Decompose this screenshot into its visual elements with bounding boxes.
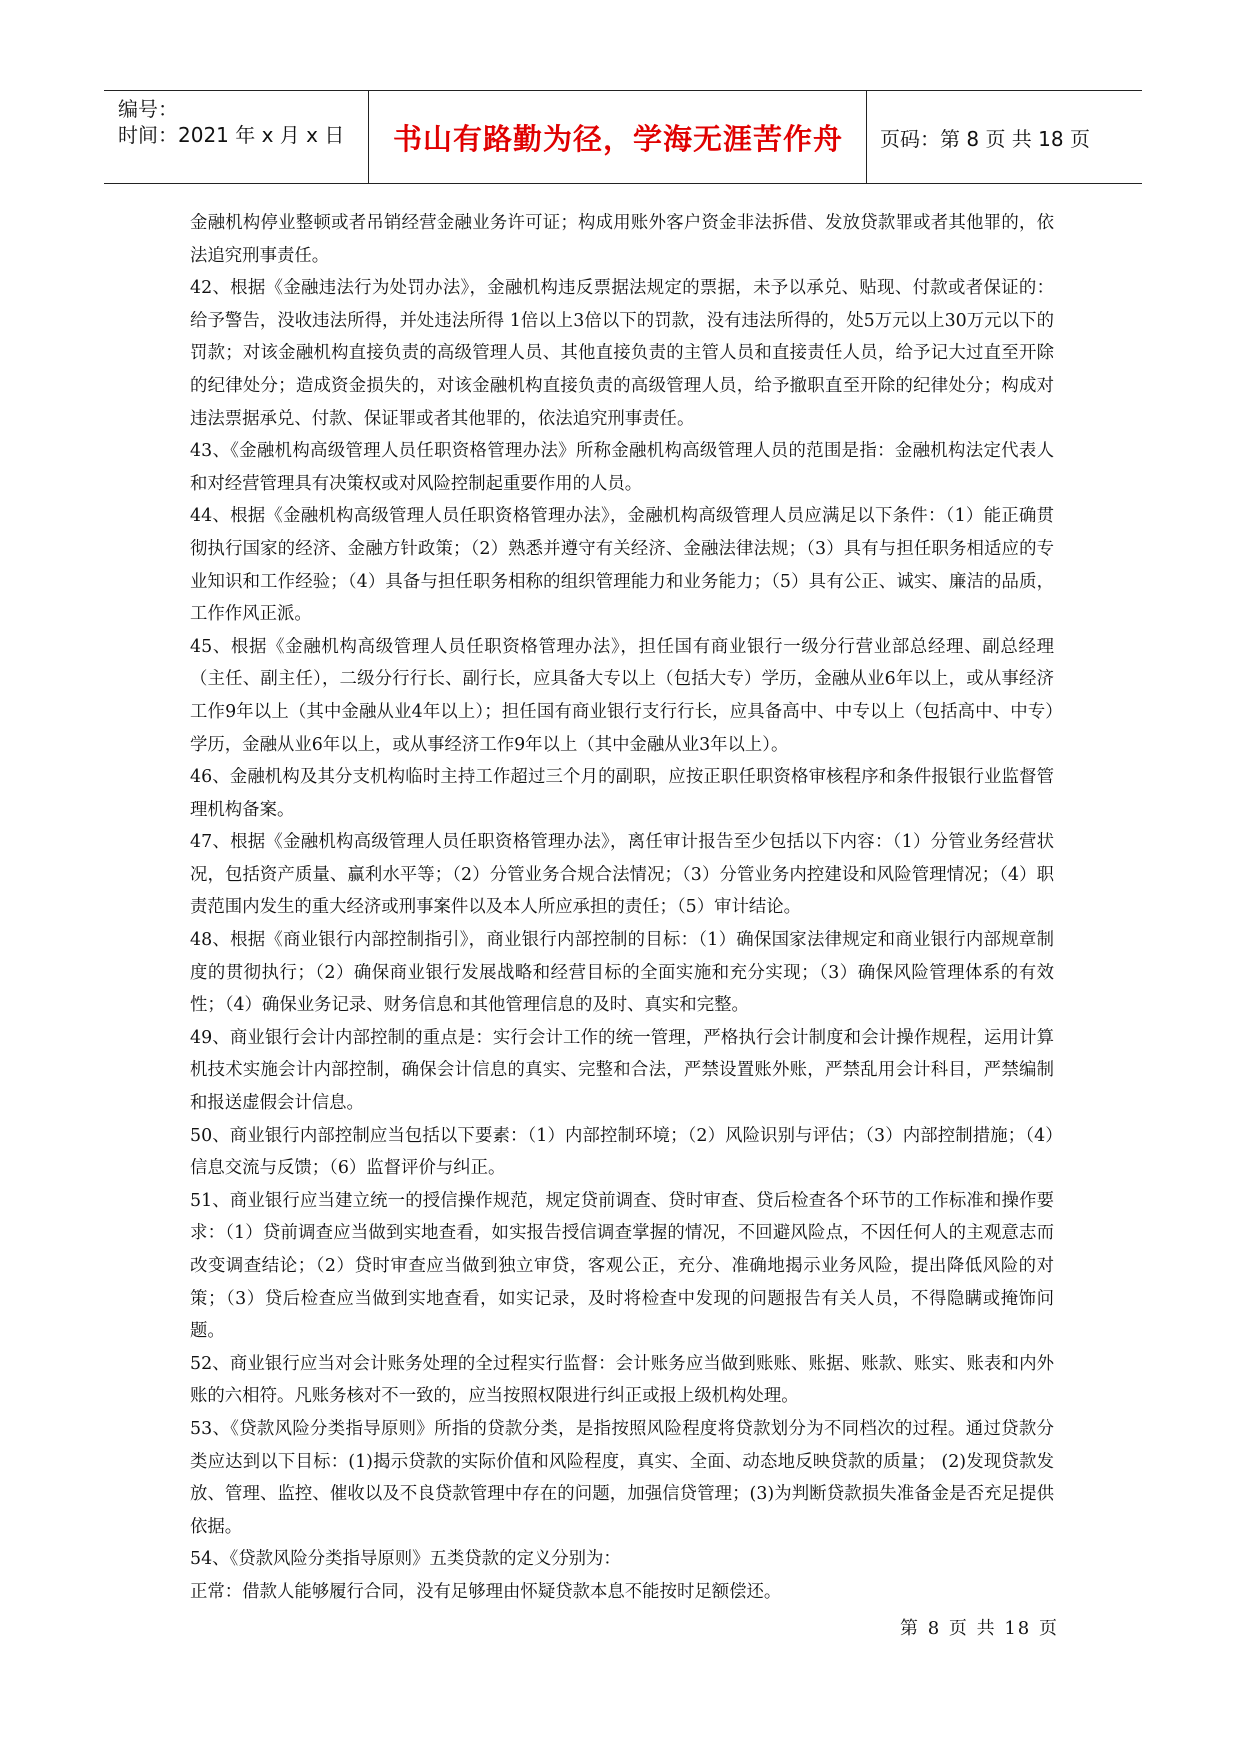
paragraph: 45、根据《金融机构高级管理人员任职资格管理办法》，担任国有商业银行一级分行营业部总经理、副总经理（主任、副主任），二级分行行长、副行长，应具备大专以上（包括大专）学历，金融从业6年以上，或从事经济工作9年以上（其中金融从业4年以上）；担任国有商业银行支行行长，应具备高中、中专以上（包括高中、中专）学历，金融从业6年以上，或从事经济工作9年以上（其中金融从业3年以上）。 xyxy=(190,636,1054,755)
paragraph: 正常：借款人能够履行合同，没有足够理由怀疑贷款本息不能按时足额偿还。 xyxy=(190,1581,782,1602)
paragraph: 54、《贷款风险分类指导原则》五类贷款的定义分别为： xyxy=(190,1549,621,1570)
paragraph: 48、根据《商业银行内部控制指引》，商业银行内部控制的目标：（1）确保国家法律规定和商业银行内部规章制度的贯彻执行；（2）确保商业银行发展战略和经营目标的全面实施和充分实现；（3）确保风险管理体系的有效性；（4）确保业务记录、财务信息和其他管理信息的及时、真实和完整。 xyxy=(190,930,1054,1016)
page-footer: 第 8 页 共 18 页 xyxy=(900,1618,1059,1639)
document-number-label: 编号： xyxy=(118,97,178,121)
paragraph: 44、根据《金融机构高级管理人员任职资格管理办法》，金融机构高级管理人员应满足以下条件：（1）能正确贯彻执行国家的经济、金融方针政策；（2）熟悉并遵守有关经济、金融法律法规；（3）具有与担任职务相适应的专业知识和工作经验；（4）具备与担任职务相称的组织管理能力和业务能力；（5）具有公正、诚实、廉洁的品质，工作作风正派。 xyxy=(190,506,1054,625)
paragraph: 49、商业银行会计内部控制的重点是：实行会计工作的统一管理，严格执行会计制度和会计操作规程，运用计算机技术实施会计内部控制，确保会计信息的真实、完整和合法，严禁设置账外账，严禁乱用会计科目，严禁编制和报送虚假会计信息。 xyxy=(190,1027,1054,1114)
paragraph: 51、商业银行应当建立统一的授信操作规范，规定贷前调查、贷时审查、贷后检查各个环节的工作标准和操作要求：（1）贷前调查应当做到实地查看，如实报告授信调查掌握的情况，不回避风险点，不因任何人的主观意志而改变调查结论；（2）贷时审查应当做到独立审贷，客观公正，充分、准确地揭示业务风险，提出降低风险的对策；（3）贷后检查应当做到实地查看，如实记录，及时将检查中发现的问题报告有关人员，不得隐瞒或掩饰问题。 xyxy=(190,1190,1054,1342)
document-time-label: 时间：2021 年 x 月 x 日 xyxy=(118,123,345,147)
header-motto-cell xyxy=(370,91,867,183)
page-code: 页码：第 8 页 共 18 页 xyxy=(880,126,1090,151)
paragraph: 43、《金融机构高级管理人员任职资格管理办法》所称金融机构高级管理人员的范围是指：金融机构法定代表人和对经营管理具有决策权或对风险控制起重要作用的人员。 xyxy=(190,441,1054,494)
header-info-cell xyxy=(104,91,369,183)
motto-text: 书山有路勤为径，学海无涯苦作舟 xyxy=(392,121,843,156)
paragraph: 50、商业银行内部控制应当包括以下要素：（1）内部控制环境；（2）风险识别与评估；（3）内部控制措施；（4）信息交流与反馈；（6）监督评价与纠正。 xyxy=(190,1125,1054,1179)
paragraph: 46、金融机构及其分支机构临时主持工作超过三个月的副职，应按正职任职资格审核程序和条件报银行业监督管理机构备案。 xyxy=(190,767,1054,820)
paragraph: 53、《贷款风险分类指导原则》所指的贷款分类，是指按照风险程度将贷款划分为不同档次的过程。通过贷款分类应达到以下目标：(1)揭示贷款的实际价值和风险程度，真实、全面、动态地反映贷款的质量； (2)发现贷款发放、管理、监控、催收以及不良贷款管理中存在的问题，加强信贷管理；(3)为判断贷款损失准备金是否充足提供依据。 xyxy=(190,1418,1054,1537)
paragraph: 金融机构停业整顿或者吊销经营金融业务许可证；构成用账外客户资金非法拆借、发放贷款罪或者其他罪的，依法追究刑事责任。 xyxy=(190,213,1054,266)
paragraph: 52、商业银行应当对会计账务处理的全过程实行监督：会计账务应当做到账账、账据、账款、账实、账表和内外账的六相符。凡账务核对不一致的，应当按照权限进行纠正或报上级机构处理。 xyxy=(190,1353,1054,1407)
paragraph: 47、根据《金融机构高级管理人员任职资格管理办法》，离任审计报告至少包括以下内容：（1）分管业务经营状况，包括资产质量、赢利水平等；（2）分管业务合规合法情况；（3）分管业务内控建设和风险管理情况；（4）职责范围内发生的重大经济或刑事案件以及本人所应承担的责任；（5）审计结论。 xyxy=(190,832,1054,918)
page-header xyxy=(104,90,1142,184)
paragraph: 42、根据《金融违法行为处罚办法》，金融机构违反票据法规定的票据，未予以承兑、贴现、付款或者保证的：给予警告，没收违法所得，并处违法所得 1倍以上3倍以下的罚款，没有违法所得的，处5万元以上30万元以下的罚款；对该金融机构直接负责的高级管理人员、其他直接负责的主管人员和直接责任人员，给予记大过直至开除的纪律处分；造成资金损失的，对该金融机构直接负责的高级管理人员，给予撤职直至开除的纪律处分；构成对违法票据承兑、付款、保证罪或者其他罪的，依法追究刑事责任。 xyxy=(190,278,1054,429)
document-body xyxy=(190,207,1054,1609)
header-page-cell xyxy=(868,91,1142,183)
